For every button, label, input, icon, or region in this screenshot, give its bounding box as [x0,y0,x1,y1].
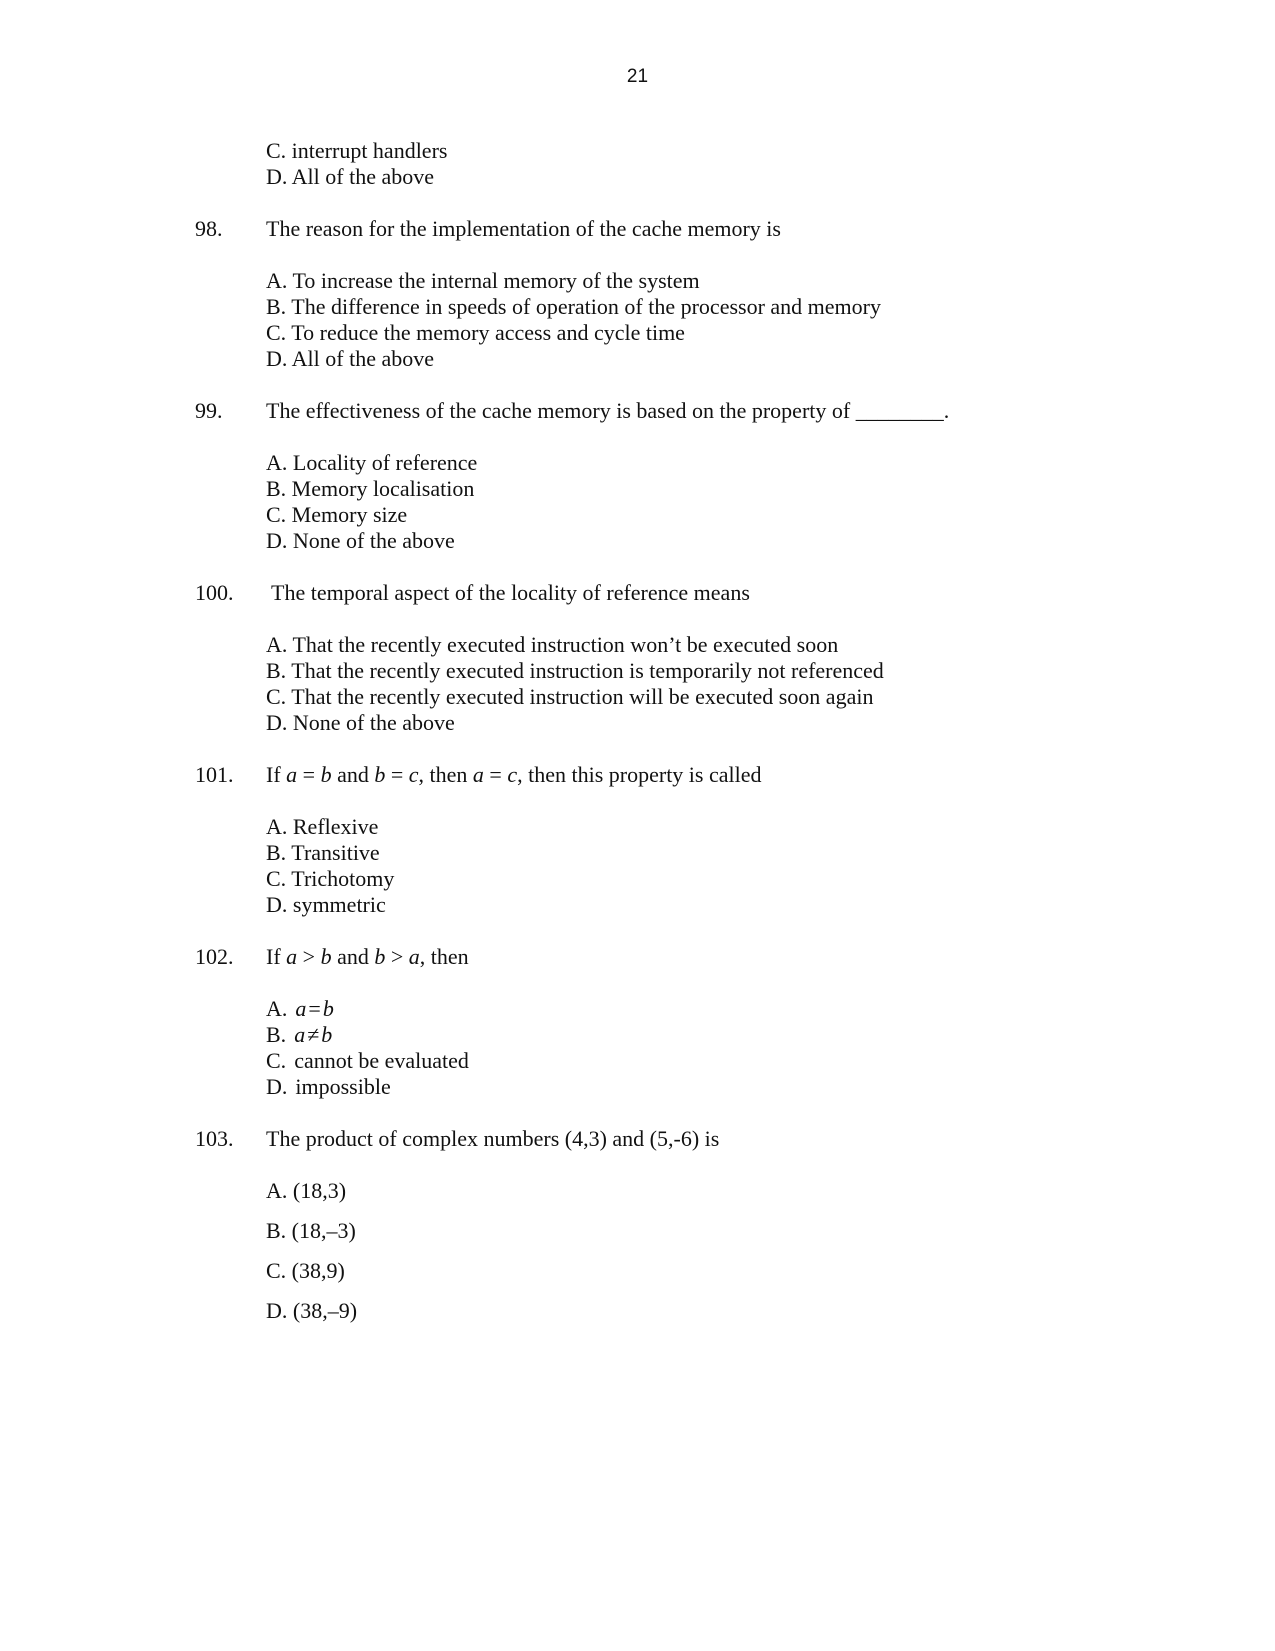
variable-a: a [408,944,420,969]
text-part: , then [418,762,473,787]
option-b-100: B. That the recently executed instruction is temporarily not referenced [266,658,884,683]
math-rhs: b [321,1022,333,1047]
question-text-99: The effectiveness of the cache memory is based on the property of ________. [266,398,950,423]
variable-b: b [320,762,332,787]
variable-b: b [374,762,386,787]
option-a-100: A. That the recently executed instruction won’t be executed soon [266,632,839,657]
question-number-103: 103. [195,1126,234,1151]
option-c-102 [266,1048,469,1074]
option-label: A. [266,996,288,1021]
text-part: and [331,762,375,787]
option-a-98: A. To increase the internal memory of the system [266,268,700,293]
page-number: 21 [626,66,649,87]
option-d-carryover: D. All of the above [266,164,435,189]
option-d-98: D. All of the above [266,346,435,371]
variable-c: c [408,762,419,787]
question-number-101: 101. [195,762,234,787]
option-label: C. [266,1048,287,1073]
option-c-100: C. That the recently executed instruction will be executed soon again [266,684,874,709]
option-text: impossible [295,1074,391,1099]
option-c-101: C. Trichotomy [266,866,395,891]
question-number-98: 98. [195,216,223,241]
option-label: B. [266,1022,287,1047]
option-b-98: B. The difference in speeds of operation of the processor and memory [266,294,881,319]
text-part: = [297,762,321,787]
math-lhs: a [295,996,307,1021]
variable-b: b [374,944,386,969]
text-part: , then [419,944,469,969]
option-label: D. [266,1074,288,1099]
math-lhs: a [294,1022,306,1047]
option-b-101: B. Transitive [266,840,380,865]
question-text-103: The product of complex numbers (4,3) and (5,-6) is [266,1126,720,1151]
math-operator: = [308,996,321,1021]
option-a-99: A. Locality of reference [266,450,478,475]
math-operator: ≠ [307,1022,320,1047]
option-c-carryover: C. interrupt handlers [266,138,448,163]
question-number-99: 99. [195,398,223,423]
option-d-100: D. None of the above [266,710,455,735]
option-d-101: D. symmetric [266,892,386,917]
option-a-103: A. (18,3) [266,1178,347,1203]
option-d-102 [266,1074,391,1100]
variable-c: c [507,762,518,787]
option-c-98: C. To reduce the memory access and cycle time [266,320,685,345]
option-b-103: B. (18,–3) [266,1218,356,1243]
option-d-103: D. (38,–9) [266,1298,358,1323]
question-text-101 [266,762,762,788]
option-d-99: D. None of the above [266,528,455,553]
option-b-99: B. Memory localisation [266,476,475,501]
option-c-103: C. (38,9) [266,1258,345,1283]
variable-a: a [286,762,298,787]
question-number-102: 102. [195,944,234,969]
text-part: > [385,944,409,969]
option-c-99: C. Memory size [266,502,408,527]
text-part: and [331,944,375,969]
math-rhs: b [322,996,334,1021]
option-text: cannot be evaluated [294,1048,469,1073]
variable-b: b [320,944,332,969]
variable-a: a [286,944,298,969]
option-b-102 [266,1022,332,1048]
question-text-102 [266,944,469,970]
text-part: If [266,944,287,969]
option-a-102 [266,996,334,1022]
question-number-100: 100. [195,580,234,605]
text-part: , then this property is called [517,762,762,787]
text-part: > [297,944,321,969]
text-part: = [483,762,508,787]
variable-a: a [472,762,484,787]
option-a-101: A. Reflexive [266,814,379,839]
text-part: = [385,762,409,787]
question-text-100: The temporal aspect of the locality of reference means [271,580,750,605]
text-part: If [266,762,287,787]
question-text-98: The reason for the implementation of the cache memory is [266,216,781,241]
